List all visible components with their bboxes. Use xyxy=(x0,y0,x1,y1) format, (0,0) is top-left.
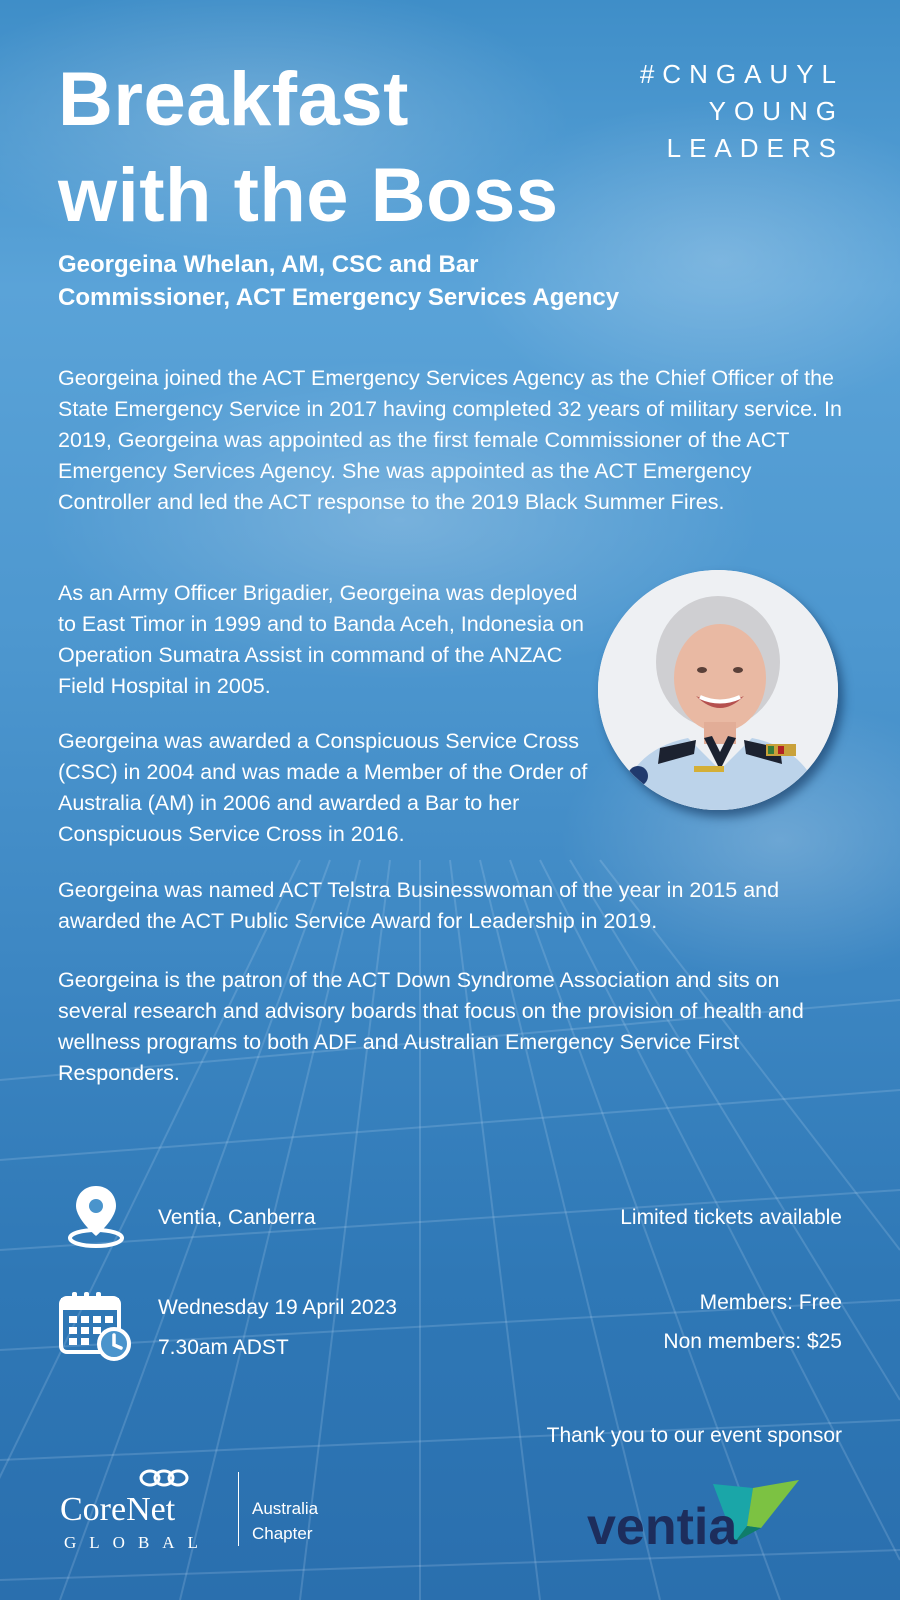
ventia-leaf-green xyxy=(747,1480,799,1528)
hashtag-line: LEADERS xyxy=(666,133,844,163)
speaker-portrait xyxy=(598,570,838,810)
calendar-clock-icon xyxy=(58,1290,134,1362)
chapter-line: Australia xyxy=(252,1499,319,1518)
speaker-role: Commissioner, ACT Emergency Services Agency xyxy=(58,284,620,311)
tickets-note: Limited tickets available xyxy=(620,1206,842,1229)
corenet-global-text: GLOBAL xyxy=(64,1533,211,1552)
nonmembers-price: Non members: $25 xyxy=(663,1330,842,1353)
bio-paragraph: Georgeina was named ACT Telstra Businesswoman of the year in 2015 and awarded the ACT Public Service Award for Leadership in 2019. xyxy=(58,878,780,933)
map-pin-icon xyxy=(66,1182,126,1250)
sponsor-thanks: Thank you to our event sponsor xyxy=(546,1424,842,1447)
speaker-subtitle xyxy=(58,248,698,314)
hashtag-line: #CNGAUYL xyxy=(639,59,844,89)
bio-paragraph: As an Army Officer Brigadier, Georgeina was deployed to East Timor in 1999 and to Banda Aceh, Indonesia on Operation Sumatra Assist in command of the ANZAC Field Hospital in 2005. xyxy=(58,581,584,698)
corenet-wordmark: CoreNet xyxy=(60,1491,176,1528)
hashtag-young-leaders xyxy=(640,56,844,167)
hashtag-line: YOUNG xyxy=(708,96,844,126)
ventia-wordmark: ventia xyxy=(587,1498,738,1556)
title-line: with the Boss xyxy=(58,153,559,238)
chapter-line: Chapter xyxy=(252,1524,313,1543)
logo-divider xyxy=(238,1472,239,1546)
speaker-name: Georgeina Whelan, AM, CSC and Bar xyxy=(58,251,479,278)
bio-paragraph: Georgeina joined the ACT Emergency Services Agency as the Chief Officer of the State Emergency Service in 2017 having completed 32 years of military service. In 2019, Georgeina was appointed as the first female Commissioner of the ACT Emergency Services Agency. She was appointed as the ACT Emergency Controller and led the ACT response to the 2019 Black Summer Fires. xyxy=(58,366,842,514)
portrait-illustration xyxy=(598,570,838,810)
members-price: Members: Free xyxy=(699,1291,842,1314)
chapter-label xyxy=(252,1496,318,1546)
event-time: 7.30am ADST xyxy=(158,1336,289,1359)
ventia-sponsor-logo xyxy=(585,1478,805,1568)
title-line: Breakfast xyxy=(58,57,409,142)
event-venue: Ventia, Canberra xyxy=(158,1206,316,1229)
bio-paragraph: Georgeina is the patron of the ACT Down Syndrome Association and sits on several research and advisory boards that focus on the provision of health and wellness programs to both ADF and Australian Emergency Service First Responders. xyxy=(58,968,804,1085)
event-title xyxy=(58,52,618,244)
bio-paragraph: Georgeina was awarded a Conspicuous Service Cross (CSC) in 2004 and was made a Member of the Order of Australia (AM) in 2006 and awarded a Bar to her Conspicuous Service Cross in 2016. xyxy=(58,729,588,846)
event-date: Wednesday 19 April 2023 xyxy=(158,1296,397,1319)
